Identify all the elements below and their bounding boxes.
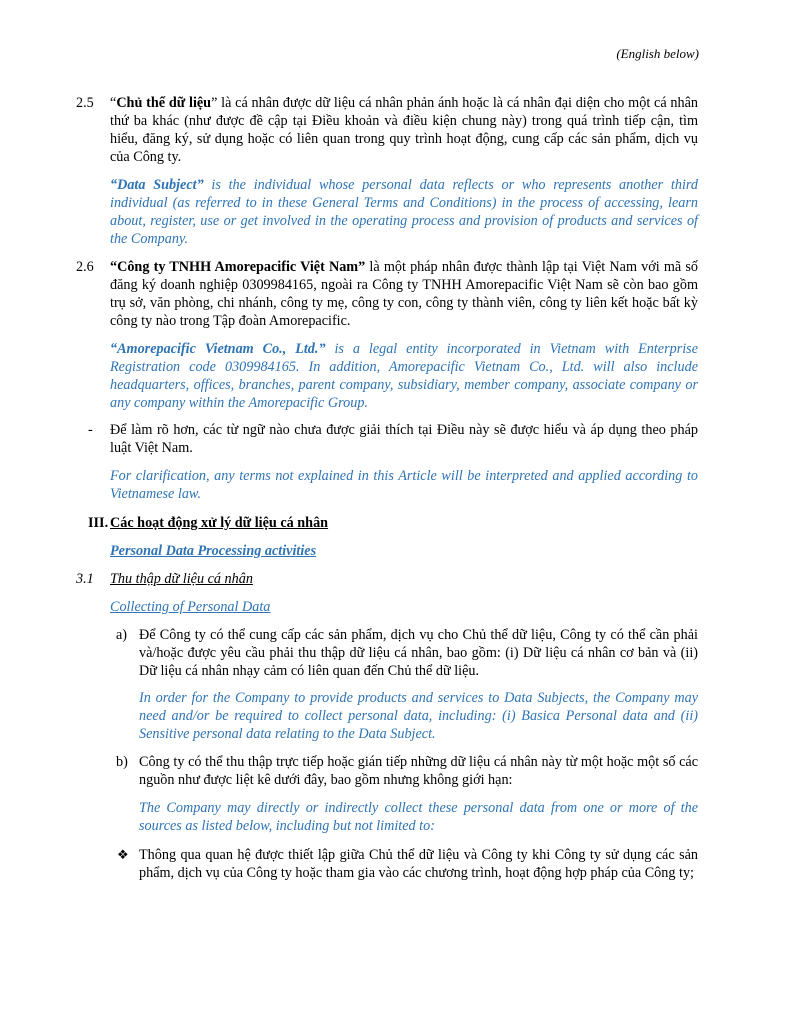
- clause-2-5-vi: “Chủ thể dữ liệu” là cá nhân được dữ liệu cá nhân phản ánh hoặc là cá nhân đại diện cho một cá nhân thứ ba khác (như được đề cập tại Điều khoản và điều kiện chung này) trong quá trình tiếp cận, tìm hiểu, đăng ký, sử dụng hoặc có liên quan trong quy trình hoạt động, cung cấp các sản phẩm, dịch vụ của Công ty.: [110, 95, 698, 165]
- term-company-en: “Amorepacific Vietnam Co., Ltd.”: [110, 341, 326, 357]
- item-b-marker: b): [116, 754, 128, 770]
- item-b-vi: Công ty có thể thu thập trực tiếp hoặc gián tiếp những dữ liệu cá nhân này từ một hoặc một số các nguồn như được liệt kê dưới đây, bao gồm nhưng không giới hạn:: [139, 754, 698, 788]
- item-b-en: The Company may directly or indirectly collect these personal data from one or more of the sources as listed below, including but not limited to:: [139, 800, 698, 834]
- clarification-en: For clarification, any terms not explained in this Article will be interpreted and applied according to Vietnamese law.: [110, 468, 698, 502]
- clause-3-1-title-vi: Thu thập dữ liệu cá nhân: [110, 571, 253, 587]
- dash-marker: -: [88, 422, 93, 438]
- english-below-note: (English below): [616, 46, 699, 61]
- bullet-item-vi: Thông qua quan hệ được thiết lập giữa Chủ thể dữ liệu và Công ty khi Công ty sử dụng các sản phẩm, dịch vụ của Công ty hoặc tham gia vào các chương trình, hoạt động hợp pháp của Công ty;: [139, 847, 698, 881]
- section-iii-title-vi: Các hoạt động xử lý dữ liệu cá nhân: [110, 515, 329, 531]
- clause-number-3-1: 3.1: [76, 571, 94, 587]
- term-data-subject-en: “Data Subject”: [110, 177, 204, 193]
- term-company-vi: “Công ty TNHH Amorepacific Việt Nam”: [110, 259, 366, 275]
- clause-2-6-vi: “Công ty TNHH Amorepacific Việt Nam” là một pháp nhân được thành lập tại Việt Nam với mã số đăng ký doanh nghiệp 0309984165, ngoài ra Công ty TNHH Amorepacific Việt Nam sẽ còn bao gồm trụ sở, văn phòng, chi nhánh, công ty mẹ, công ty con, công ty thành viên, công ty liên kết hoặc bất kỳ công ty nào trong Tập đoàn Amorepacific.: [110, 259, 698, 329]
- clause-2-6-en: “Amorepacific Vietnam Co., Ltd.” is a legal entity incorporated in Vietnam with Enterprise Registration code 0309984165. In addition, Amorepacific Vietnam Co., Ltd. will also include headquarters, offices, branches, parent company, subsidiary, member company, associate company or any company within the Amorepacific Group.: [110, 341, 698, 411]
- bullet-diamond-icon: ❖: [117, 847, 129, 862]
- section-iii-title-en: Personal Data Processing activities: [110, 543, 317, 559]
- item-a-en: In order for the Company to provide products and services to Data Subjects, the Company may need and/or be required to collect personal data, including: (i) Basica Personal data and (ii) Sensitive personal data relating to the Data Subject.: [139, 690, 698, 742]
- item-a-vi: Để Công ty có thể cung cấp các sản phẩm, dịch vụ cho Chủ thể dữ liệu, Công ty có thể cần phải và/hoặc được yêu cầu phải thu thập dữ liệu cá nhân, bao gồm: (i) Dữ liệu cá nhân cơ bản và (ii) Dữ liệu cá nhân nhạy cảm có liên quan đến Chủ thể dữ liệu.: [139, 627, 698, 679]
- item-a-marker: a): [116, 627, 128, 643]
- clause-number-2-5: 2.5: [76, 95, 94, 111]
- clause-2-5-en: “Data Subject” is the individual whose personal data reflects or who represents another third individual (as referred to in these General Terms and Conditions) in the process of accessing, learn about, register, use or get involved in the operating process and provision of products and services of the Company.: [110, 177, 698, 247]
- section-number-iii: III.: [88, 515, 109, 531]
- clause-3-1-title-en: Collecting of Personal Data: [110, 599, 271, 615]
- clarification-vi: Để làm rõ hơn, các từ ngữ nào chưa được giải thích tại Điều này sẽ được hiểu và áp dụng theo pháp luật Việt Nam.: [110, 422, 698, 456]
- clause-number-2-6: 2.6: [76, 259, 94, 275]
- term-data-subject-vi: Chủ thể dữ liệu: [116, 95, 212, 111]
